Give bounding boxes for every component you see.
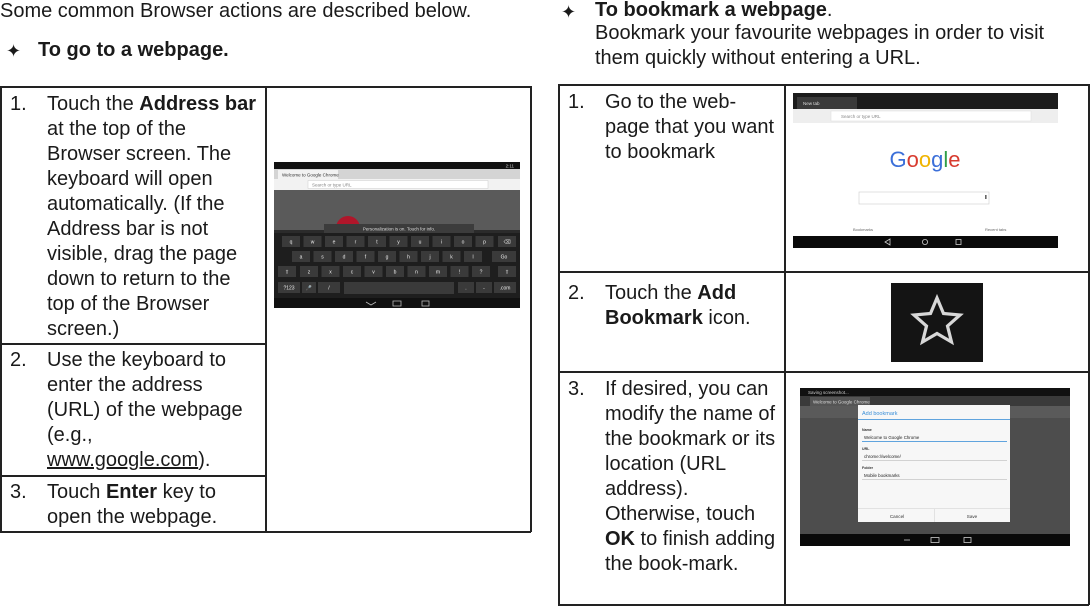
folder-field: Mobile bookmarks: [864, 473, 900, 478]
key-w-label: w: [310, 239, 315, 246]
step-number: 1.: [568, 91, 585, 113]
key-v-label: v: [372, 269, 375, 276]
key-k-label: k: [450, 254, 453, 261]
step-text: If desired, you can modify the name of the bookmark or its location (URL address). Otherwise, touch OK to finish adding the book-mark.: [605, 378, 776, 575]
step-text: Use the keyboard to enter the address (URL) of the webpage (e.g., www.google.com).: [47, 349, 243, 471]
step-number: 3.: [568, 378, 585, 400]
section-description: Bookmark your favourite webpages in order to visit them quickly without entering a URL.: [595, 22, 1045, 69]
key-c-label: c: [350, 269, 354, 276]
key-x-label: x: [329, 269, 332, 276]
key-t-label: t: [376, 239, 378, 246]
go-key-label: Go: [500, 254, 508, 261]
key-a-label: a: [299, 254, 303, 261]
slash-key-label: /: [328, 285, 330, 292]
key-j-label: j: [429, 254, 431, 261]
step-text: Touch the Address bar at the top of the Browser screen. The keyboard will open automatically. (If the Address bar is not visible, drag the page down to return to the top of the Browser screen.): [47, 93, 257, 340]
key-h-label: h: [407, 254, 410, 261]
add-bookmark-dialog-screenshot: [800, 388, 1070, 546]
url-field: chrome://welcome/: [864, 454, 901, 459]
tab-label: New tab: [803, 101, 820, 106]
status-text: Saving screenshot...: [808, 390, 849, 395]
address-bar: Search or type URL: [841, 114, 881, 119]
google-newtab-screenshot: [793, 93, 1058, 248]
key-b-label: b: [393, 269, 397, 276]
intro-text: Some common Browser actions are described below.: [0, 0, 472, 22]
step-number: 2.: [10, 349, 27, 371]
step-text: Touch the Add Bookmark icon.: [605, 282, 751, 329]
save-button: Save: [966, 514, 978, 519]
sparkle-bullet-icon: ✦: [561, 2, 577, 22]
step-text: Touch Enter key to open the webpage.: [47, 481, 218, 528]
folder-label: Folder: [862, 466, 873, 470]
mic-key-label: 🎤: [305, 285, 313, 292]
key-r-label: r: [354, 239, 357, 246]
step-number: 2.: [568, 282, 585, 304]
dotcom-key-label: .com: [499, 285, 511, 292]
keyboard-screenshot: [274, 162, 520, 308]
key-f-label: f: [364, 254, 367, 261]
key-z-label: z: [307, 269, 311, 276]
space-key: [344, 282, 454, 294]
sparkle-bullet-icon: ✦: [6, 41, 22, 61]
key-p-label: p: [483, 239, 486, 246]
google-logo: Google: [889, 147, 961, 172]
cancel-button: Cancel: [889, 514, 905, 519]
tooltip: Personalization is on. Touch for info.: [362, 226, 436, 232]
section-heading-bookmark: To bookmark a webpage.: [595, 0, 833, 21]
step-number: 3.: [10, 481, 27, 503]
key-i-label: i: [440, 239, 443, 246]
recent-tabs-link: Recent tabs: [985, 227, 1007, 232]
example-url-link[interactable]: www.google.com: [47, 449, 199, 471]
dash-key-label: -: [483, 285, 485, 292]
url-label: URL: [862, 447, 870, 451]
status-time: 2:11: [505, 163, 514, 169]
bookmarks-link: Bookmarks: [853, 227, 874, 232]
tab-label: Welcome to Google Chrome: [813, 399, 870, 405]
key-d-label: d: [342, 254, 346, 261]
key-y-label: y: [397, 239, 400, 246]
dot-key-label: .: [465, 285, 467, 292]
shift-key-left-label: ⇧: [284, 269, 290, 276]
backspace-key-label: ⌫: [503, 239, 511, 246]
name-field: Welcome to Google Chrome: [864, 435, 920, 440]
dialog-title: Add bookmark: [862, 411, 898, 417]
key-question-label: ?: [479, 269, 483, 276]
step-text: Go to the web-page that you want to bookmark: [605, 91, 775, 163]
add-bookmark-star-icon: [891, 283, 983, 362]
key-l-label: l: [472, 254, 474, 261]
symbols-key-label: ?123: [283, 285, 295, 292]
shift-key-right-label: ⇧: [504, 269, 510, 276]
address-bar: Search or type URL: [312, 182, 352, 188]
section-heading-go-to-webpage: To go to a webpage.: [38, 39, 229, 61]
key-exclaim-label: !: [458, 269, 461, 276]
key-e-label: e: [332, 239, 336, 246]
step-number: 1.: [10, 93, 27, 115]
key-n-label: n: [415, 269, 418, 276]
key-o-label: o: [461, 239, 465, 246]
tab-label: Welcome to Google Chrome: [282, 172, 339, 178]
key-g-label: g: [385, 254, 389, 261]
key-u-label: u: [418, 239, 422, 246]
name-label: Name: [862, 428, 872, 432]
key-s-label: s: [321, 254, 324, 261]
key-m-label: m: [435, 269, 441, 276]
key-q-label: q: [289, 239, 293, 246]
